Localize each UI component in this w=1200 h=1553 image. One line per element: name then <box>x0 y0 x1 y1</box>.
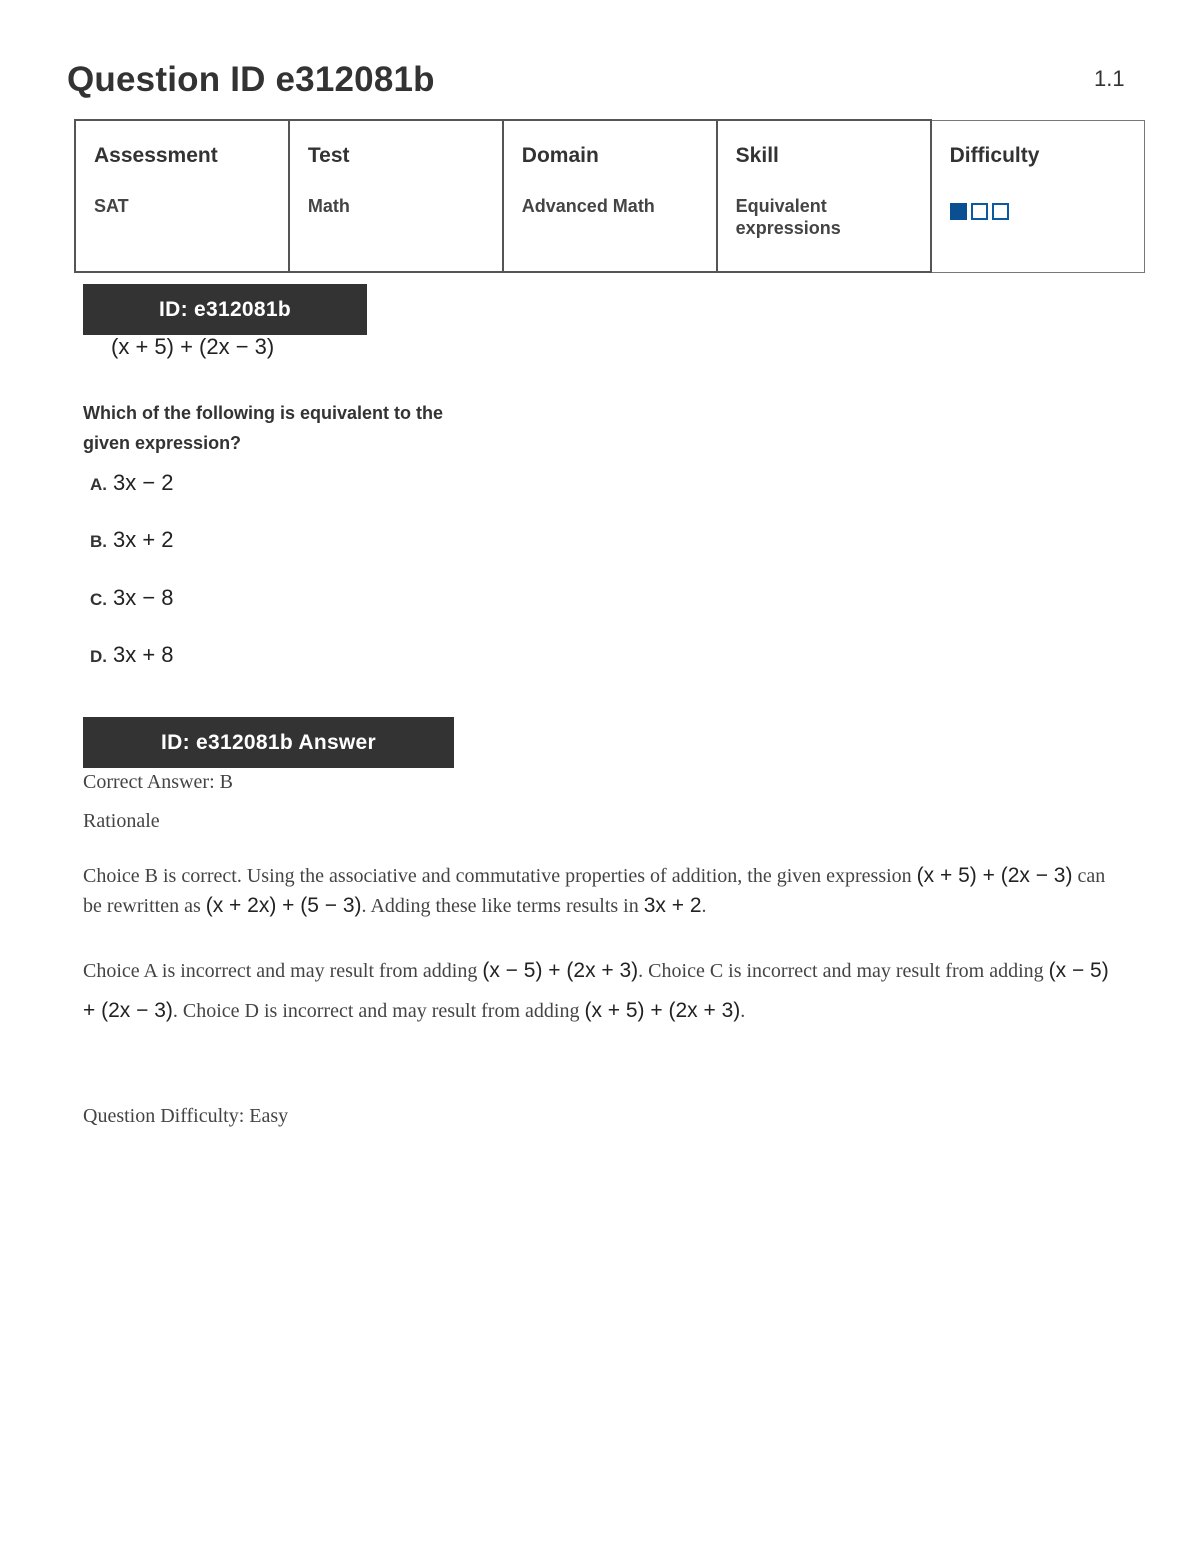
answer-id-bar: ID: e312081b Answer <box>83 717 454 768</box>
skill-value-line1: Equivalent <box>735 196 827 216</box>
p2-math-1: (x − 5) + (2x + 3) <box>482 959 639 982</box>
choice-d-letter: D. <box>90 647 107 666</box>
question-id-bar: ID: e312081b <box>83 284 367 335</box>
skill-value-line2: expressions <box>735 218 841 238</box>
difficulty-label: Difficulty <box>949 143 1040 167</box>
choice-d <box>90 642 174 668</box>
p1-text-4: . <box>701 895 707 917</box>
p1-math-2: (x + 2x) + (5 − 3) <box>205 894 362 917</box>
skill-label: Skill <box>735 144 779 167</box>
p2-math-2: (x − 5) + (2x − 3) <box>83 959 1109 1022</box>
rationale-label: Rationale <box>83 810 160 832</box>
skill-value <box>736 195 912 239</box>
correct-answer: Correct Answer: B <box>83 771 233 793</box>
skill-cell <box>717 120 931 272</box>
rationale-paragraph-2 <box>83 951 1113 1031</box>
domain-value: Advanced Math <box>521 196 655 216</box>
p2-text-1: Choice A is incorrect and may result from adding <box>83 960 483 982</box>
question-prompt: Which of the following is equivalent to the given expression? <box>83 403 443 453</box>
choice-c-letter: C. <box>90 590 107 609</box>
rationale-paragraph-1 <box>83 861 1113 921</box>
choice-a-text: 3x − 2 <box>113 470 174 495</box>
p1-text-3: . Adding these like terms results in <box>361 895 644 917</box>
difficulty-cell <box>931 120 1145 272</box>
difficulty-square-empty <box>992 203 1009 220</box>
p2-text-3: . Choice D is incorrect and may result from adding <box>172 1000 585 1022</box>
choice-c <box>90 585 174 611</box>
domain-label: Domain <box>521 144 599 167</box>
choice-c-text: 3x − 8 <box>113 585 174 610</box>
choice-b-text: 3x + 2 <box>113 527 174 552</box>
p1-text-2: can be rewritten as <box>83 865 1106 917</box>
difficulty-square-empty <box>971 203 988 220</box>
test-cell <box>289 120 503 272</box>
p1-math-1: (x + 5) + (2x − 3) <box>916 864 1073 887</box>
question-difficulty: Question Difficulty: Easy <box>83 1105 289 1127</box>
p2-text-2: . Choice C is incorrect and may result from adding <box>638 960 1049 982</box>
difficulty-square-filled <box>950 203 967 220</box>
domain-cell <box>503 120 717 272</box>
p2-text-4: . <box>740 1000 746 1022</box>
choice-a-letter: A. <box>90 475 107 494</box>
test-value: Math <box>307 196 350 216</box>
given-expression: (x + 5) + (2x − 3) <box>111 334 275 359</box>
p1-text-1: Choice B is correct. Using the associative and commutative properties of addition, the given expression <box>83 865 917 887</box>
choice-d-text: 3x + 8 <box>113 642 174 667</box>
choice-b-letter: B. <box>90 532 107 551</box>
page-number: 1.1 <box>1094 66 1125 91</box>
assessment-cell <box>75 120 289 272</box>
p1-math-3: 3x + 2 <box>643 894 702 917</box>
choice-b <box>90 527 174 553</box>
difficulty-indicator <box>950 203 1126 220</box>
test-label: Test <box>307 144 350 167</box>
assessment-value: SAT <box>94 196 129 216</box>
assessment-label: Assessment <box>94 144 218 167</box>
choice-a <box>90 470 174 496</box>
metadata-table <box>74 119 1145 273</box>
p2-math-3: (x + 5) + (2x + 3) <box>584 999 741 1022</box>
page-title: Question ID e312081b <box>67 60 435 99</box>
